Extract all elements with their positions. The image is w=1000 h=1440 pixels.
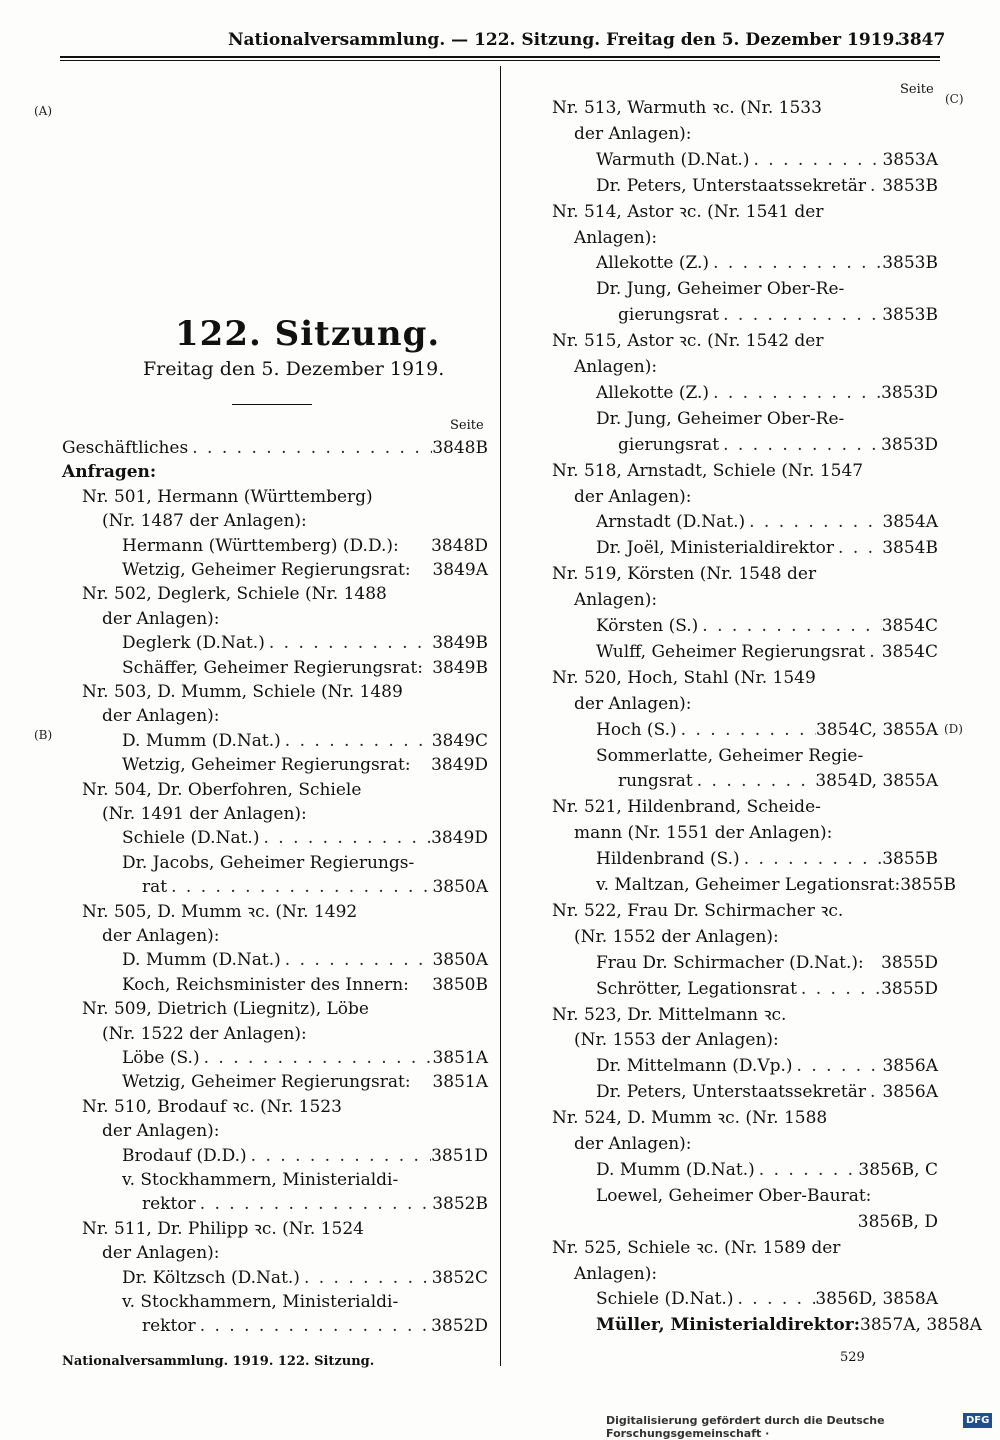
page-reference: 3853B <box>882 305 938 326</box>
page-reference: 3850A <box>432 877 488 898</box>
index-entry <box>596 251 938 275</box>
entry-text: Schäffer, Geheimer Regierungsrat: <box>122 657 423 678</box>
page-reference: 3856B, D <box>857 1211 938 1232</box>
entry-text: Dr. Költzsch (D.Nat.) <box>122 1267 300 1288</box>
entry-text: Sommerlatte, Geheimer Regie- <box>596 745 864 766</box>
entry-text: Allekotte (Z.) <box>596 253 710 274</box>
index-entry <box>574 692 938 716</box>
entry-text: der Anlagen): <box>102 1243 220 1264</box>
index-entry <box>574 355 938 379</box>
index-entry <box>122 753 488 777</box>
page-reference: 3851A <box>432 1072 488 1093</box>
entry-text: Wulff, Geheimer Regierungsrat <box>596 641 866 662</box>
index-entry <box>574 226 938 250</box>
index-entry <box>82 485 488 509</box>
dot-leader <box>196 1314 431 1338</box>
margin-mark-d: (D) <box>944 722 963 736</box>
dot-leader <box>709 381 881 405</box>
entry-text: der Anlagen): <box>574 486 692 507</box>
entry-text: (Nr. 1487 der Anlagen): <box>102 511 307 532</box>
entry-text: Anfragen: <box>62 462 157 483</box>
entry-text: gierungsrat <box>618 434 720 455</box>
running-head: Nationalversammlung. — 122. Sitzung. Freitag den 5. Dezember 1919. <box>228 30 901 50</box>
index-entry <box>618 433 938 457</box>
entry-text: Dr. Peters, Unterstaatssekretär <box>596 1082 867 1103</box>
dot-leader <box>749 148 882 172</box>
page-reference: 3849B <box>432 633 488 654</box>
entry-text: rektor <box>142 1194 196 1215</box>
page-reference: 3851A <box>432 1048 488 1068</box>
dot-leader <box>745 510 882 534</box>
entry-text: Nr. 505, D. Mumm ꝛc. (Nr. 1492 <box>82 901 358 922</box>
index-entry <box>122 729 488 753</box>
index-entry <box>574 485 938 509</box>
footer-left: Nationalversammlung. 1919. 122. Sitzung. <box>62 1354 375 1369</box>
page-reference: 3853A <box>882 149 938 170</box>
index-entry <box>574 1028 938 1052</box>
page-reference: 3852C <box>431 1267 488 1288</box>
index-entry <box>82 778 488 802</box>
entry-text: Nr. 515, Astor ꝛc. (Nr. 1542 der <box>552 331 824 352</box>
header-rule-thin <box>60 60 940 61</box>
entry-text: (Nr. 1491 der Anlagen): <box>102 804 307 824</box>
page-reference: 3854D, 3855A <box>815 771 938 792</box>
index-entry <box>552 329 938 353</box>
index-entry <box>596 1210 938 1234</box>
page-reference: 3848D <box>431 535 488 556</box>
entry-text: der Anlagen): <box>102 608 220 629</box>
entry-text: Nr. 511, Dr. Philipp ꝛc. (Nr. 1524 <box>82 1218 364 1239</box>
page-reference: 3856A <box>882 1082 938 1103</box>
index-entry <box>122 656 488 680</box>
dot-leader <box>265 631 432 655</box>
dot-leader <box>797 977 881 1001</box>
entry-text: Schiele (D.Nat.) <box>596 1289 734 1310</box>
entry-text: Anlagen): <box>574 590 658 611</box>
dot-leader <box>259 826 431 850</box>
entry-text: Nr. 510, Brodauf ꝛc. (Nr. 1523 <box>82 1096 342 1117</box>
entry-text: Nr. 504, Dr. Oberfohren, Schiele <box>82 779 362 800</box>
index-entry <box>122 1168 488 1192</box>
entry-text: D. Mumm (D.Nat.) <box>122 730 281 751</box>
page-reference: 3856A <box>882 1056 938 1077</box>
index-entry <box>552 795 938 819</box>
index-entry <box>102 509 488 533</box>
dot-leader <box>755 1158 859 1182</box>
index-entry <box>596 951 938 975</box>
index-entry <box>596 510 938 534</box>
entry-text: Dr. Jung, Geheimer Ober-Re- <box>596 408 845 429</box>
index-entry <box>596 1184 938 1208</box>
index-entry <box>552 1236 938 1260</box>
seite-label-left: Seite <box>450 418 484 433</box>
dfg-logo: DFG <box>963 1413 992 1428</box>
index-entry <box>142 1192 488 1216</box>
entry-text: rat <box>142 877 168 898</box>
entry-text: rektor <box>142 1316 196 1337</box>
index-entry <box>596 847 938 871</box>
page-reference: 3849C <box>431 730 488 751</box>
index-entry <box>574 1262 938 1286</box>
footer-signature: 529 <box>840 1350 865 1365</box>
entry-text: Allekotte (Z.) <box>596 382 710 403</box>
index-entry <box>82 582 488 606</box>
entry-text: Körsten (S.) <box>596 616 699 636</box>
index-entry <box>62 460 488 484</box>
entry-text: Frau Dr. Schirmacher (D.Nat.): <box>596 952 864 973</box>
dot-leader <box>247 1144 431 1168</box>
entry-text: Nr. 502, Deglerk, Schiele (Nr. 1488 <box>82 584 387 605</box>
page-reference: 3854C <box>881 641 938 662</box>
page-reference: 3854A <box>882 512 938 533</box>
index-entry <box>574 821 938 845</box>
entry-text: Nr. 513, Warmuth ꝛc. (Nr. 1533 <box>552 98 822 118</box>
index-entry <box>102 607 488 631</box>
dot-leader <box>793 1054 883 1078</box>
index-entry <box>552 562 938 586</box>
entry-text: Nr. 518, Arnstadt, Schiele (Nr. 1547 <box>552 460 864 481</box>
index-entry <box>596 1054 938 1078</box>
entry-text: der Anlagen): <box>102 926 220 946</box>
index-entry <box>82 900 488 924</box>
dot-leader <box>300 1266 432 1290</box>
index-entry <box>122 558 488 582</box>
margin-mark-a: (A) <box>34 104 53 118</box>
index-entry <box>596 744 938 768</box>
index-entry <box>596 536 938 560</box>
page-reference: 3855B <box>900 875 956 895</box>
entry-text: Nr. 523, Dr. Mittelmann ꝛc. <box>552 1004 787 1025</box>
header-rule <box>60 56 940 58</box>
index-entry <box>82 997 488 1021</box>
page-reference: 3856B, C <box>858 1159 938 1180</box>
margin-mark-c: (C) <box>945 92 964 106</box>
dot-leader <box>865 640 882 664</box>
index-entry <box>596 1287 938 1311</box>
entry-text: v. Stockhammern, Ministerialdi- <box>122 1292 399 1312</box>
index-entry <box>552 666 938 690</box>
entry-text: der Anlagen): <box>102 706 220 727</box>
margin-mark-b: (B) <box>34 728 53 742</box>
index-entry <box>596 977 938 1001</box>
index-entry <box>596 277 938 301</box>
index-entry <box>102 1241 488 1265</box>
page-reference: 3855B <box>882 849 938 870</box>
index-entry <box>122 1266 488 1290</box>
entry-text: Hoch (S.) <box>596 719 677 740</box>
index-entry <box>552 459 938 483</box>
page-reference: 3852D <box>431 1316 488 1337</box>
dot-leader <box>281 729 432 753</box>
index-entry <box>82 680 488 704</box>
index-entry <box>596 407 938 431</box>
index-entry <box>82 1095 488 1119</box>
entry-text: Dr. Mittelmann (D.Vp.) <box>596 1056 793 1077</box>
page-reference: 3850B <box>432 974 488 995</box>
index-entry <box>122 1046 488 1070</box>
dot-leader <box>740 847 883 871</box>
index-entry <box>574 925 938 949</box>
dot-leader <box>866 1080 882 1104</box>
entry-text: Loewel, Geheimer Ober-Baurat: <box>596 1185 872 1206</box>
page-reference: 3849D <box>431 755 488 776</box>
dot-leader <box>834 536 882 560</box>
entry-text: (Nr. 1522 der Anlagen): <box>102 1023 307 1044</box>
entry-text: Nr. 524, D. Mumm ꝛc. (Nr. 1588 <box>552 1108 828 1129</box>
page-reference: 3855D <box>881 978 938 999</box>
index-entry <box>142 875 488 899</box>
index-entry <box>596 718 938 742</box>
entry-text: gierungsrat <box>618 305 720 326</box>
entry-text: Hildenbrand (S.) <box>596 849 740 870</box>
index-entry <box>618 769 938 793</box>
entry-text: der Anlagen): <box>574 693 692 714</box>
entry-text: Wetzig, Geheimer Regierungsrat: <box>122 1072 411 1093</box>
index-entry <box>552 96 938 120</box>
seite-label-right: Seite <box>900 82 934 97</box>
page-reference: 3856D, 3858A <box>815 1289 938 1310</box>
entry-text: Anlagen): <box>574 1263 658 1284</box>
index-entry <box>122 826 488 850</box>
entry-text: Nr. 522, Frau Dr. Schirmacher ꝛc. <box>552 900 844 921</box>
index-entry <box>596 873 956 897</box>
index-entry <box>596 1158 938 1182</box>
entry-text: Nr. 503, D. Mumm, Schiele (Nr. 1489 <box>82 682 403 702</box>
page-reference: 3855D <box>881 952 938 973</box>
entry-text: Koch, Reichsminister des Innern: <box>122 974 409 995</box>
page-reference: 3853D <box>881 382 938 403</box>
index-entry <box>574 122 938 146</box>
column-divider <box>500 66 501 1366</box>
index-entry <box>122 534 488 558</box>
index-entry <box>596 1313 982 1337</box>
index-entry <box>62 436 488 460</box>
index-entry <box>102 704 488 728</box>
index-entry <box>552 1003 938 1027</box>
digitization-note: Digitalisierung gefördert durch die Deutsche Forschungsgemeinschaft · <box>606 1414 885 1440</box>
index-entry <box>102 924 488 948</box>
entry-text: Löbe (S.) <box>122 1048 200 1068</box>
dot-leader <box>281 948 433 972</box>
page-reference: 3850A <box>432 950 488 971</box>
dot-leader <box>196 1192 433 1216</box>
index-entry <box>552 899 938 923</box>
index-entry <box>596 148 938 172</box>
entry-text: Geschäftliches <box>62 438 189 458</box>
index-entry <box>122 631 488 655</box>
dot-leader <box>677 718 816 742</box>
index-entry <box>596 1080 938 1104</box>
entry-text: rungsrat <box>618 771 693 792</box>
entry-text: Müller, Ministerialdirektor: <box>596 1315 861 1336</box>
entry-text: Nr. 509, Dietrich (Liegnitz), Löbe <box>82 999 369 1020</box>
index-entry <box>596 640 938 664</box>
index-entry <box>142 1314 488 1338</box>
entry-text: Warmuth (D.Nat.) <box>596 149 750 170</box>
index-entry <box>574 588 938 612</box>
index-entry <box>102 802 488 826</box>
entry-text: Brodauf (D.D.) <box>122 1145 247 1166</box>
page-reference: 3852B <box>432 1194 488 1215</box>
page-reference: 3849B <box>432 657 488 678</box>
entry-text: der Anlagen): <box>574 1134 692 1154</box>
page-reference: 3849A <box>432 560 488 580</box>
session-date: Freitag den 5. Dezember 1919. <box>143 358 445 380</box>
entry-text: Hermann (Württemberg) (D.D.): <box>122 535 399 556</box>
entry-text: Schiele (D.Nat.) <box>122 828 260 849</box>
index-entry <box>122 851 488 875</box>
page-reference: 3857A, 3858A <box>860 1315 982 1336</box>
entry-text: Wetzig, Geheimer Regierungsrat: <box>122 560 411 580</box>
index-entry <box>82 1217 488 1241</box>
page-reference: 3853B <box>882 175 938 196</box>
dot-leader <box>866 174 882 198</box>
entry-text: der Anlagen): <box>102 1121 220 1142</box>
dot-leader <box>167 875 432 899</box>
entry-text: (Nr. 1552 der Anlagen): <box>574 926 779 947</box>
entry-text: Schrötter, Legationsrat <box>596 978 797 999</box>
entry-text: Dr. Jung, Geheimer Ober-Re- <box>596 279 845 300</box>
page-reference: 3848B <box>432 438 488 458</box>
entry-text: Dr. Joël, Ministerialdirektor <box>596 538 835 559</box>
index-entry <box>618 303 938 327</box>
entry-text: mann (Nr. 1551 der Anlagen): <box>574 823 833 844</box>
entry-text: Nr. 525, Schiele ꝛc. (Nr. 1589 der <box>552 1237 841 1258</box>
index-entry <box>122 948 488 972</box>
page-number: 3847 <box>898 30 946 50</box>
entry-text: D. Mumm (D.Nat.) <box>596 1159 755 1180</box>
entry-text: Anlagen): <box>574 357 658 377</box>
dot-leader <box>200 1046 433 1070</box>
index-entry <box>102 1022 488 1046</box>
entry-text: der Anlagen): <box>574 123 692 144</box>
entry-text: D. Mumm (D.Nat.) <box>122 950 281 971</box>
page-reference: 3854C <box>881 616 938 636</box>
dot-leader <box>188 436 432 460</box>
index-entry <box>122 973 488 997</box>
index-entry <box>596 381 938 405</box>
entry-text: Arnstadt (D.Nat.) <box>596 512 746 533</box>
entry-text: Deglerk (D.Nat.) <box>122 633 265 654</box>
index-entry <box>552 1106 938 1130</box>
index-entry <box>122 1070 488 1094</box>
entry-text: Nr. 514, Astor ꝛc. (Nr. 1541 der <box>552 201 824 222</box>
index-entry <box>122 1290 488 1314</box>
session-title: 122. Sitzung. <box>175 314 441 354</box>
entry-text: (Nr. 1553 der Anlagen): <box>574 1030 779 1051</box>
index-entry <box>596 614 938 638</box>
entry-text: v. Maltzan, Geheimer Legationsrat: <box>596 875 901 895</box>
title-separator <box>232 404 312 405</box>
page-reference: 3849D <box>431 828 488 849</box>
index-entry <box>122 1144 488 1168</box>
dot-leader <box>719 303 882 327</box>
entry-text: Nr. 519, Körsten (Nr. 1548 der <box>552 564 817 585</box>
page-reference: 3853B <box>882 253 938 274</box>
index-entry <box>102 1119 488 1143</box>
page-reference: 3851D <box>431 1145 488 1166</box>
entry-text: Nr. 520, Hoch, Stahl (Nr. 1549 <box>552 667 816 688</box>
dot-leader <box>693 769 816 793</box>
index-entry <box>574 1132 938 1156</box>
page-reference: 3853D <box>881 434 938 455</box>
dot-leader <box>698 614 881 638</box>
page-reference: 3854C, 3855A <box>815 719 938 740</box>
dot-leader <box>709 251 882 275</box>
entry-text: v. Stockhammern, Ministerialdi- <box>122 1170 399 1190</box>
entry-text: Dr. Peters, Unterstaatssekretär <box>596 175 867 196</box>
dot-leader <box>719 433 881 457</box>
dot-leader <box>733 1287 815 1311</box>
page-reference: 3854B <box>882 538 938 559</box>
index-entry <box>596 174 938 198</box>
entry-text: Nr. 521, Hildenbrand, Scheide- <box>552 797 821 818</box>
entry-text: Dr. Jacobs, Geheimer Regierungs- <box>122 852 415 873</box>
entry-text: Anlagen): <box>574 227 658 248</box>
entry-text: Nr. 501, Hermann (Württemberg) <box>82 486 373 507</box>
index-entry <box>552 200 938 224</box>
entry-text: Wetzig, Geheimer Regierungsrat: <box>122 755 411 776</box>
